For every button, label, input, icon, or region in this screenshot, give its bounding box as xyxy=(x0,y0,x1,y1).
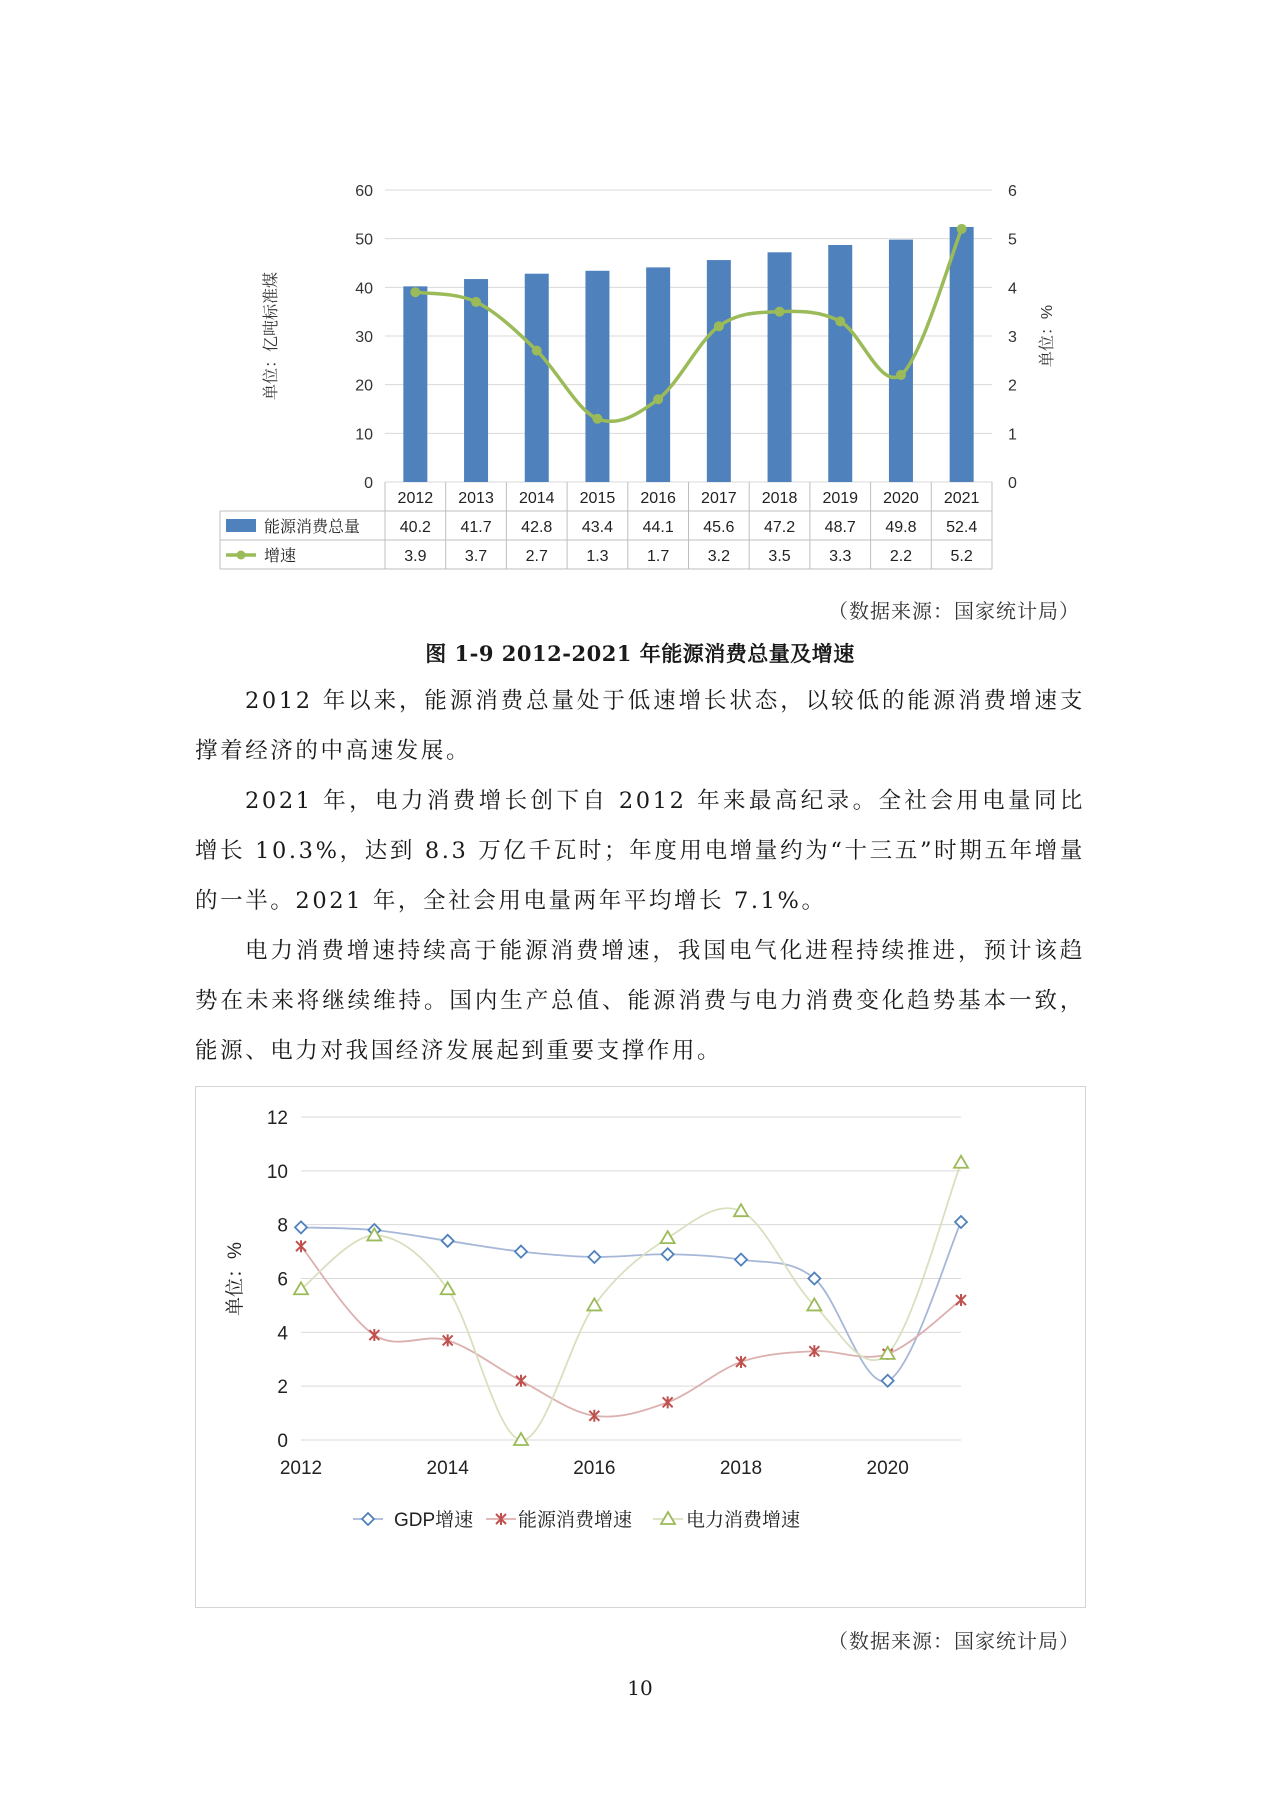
legend-label: 能源消费增速 xyxy=(518,1510,633,1531)
bar xyxy=(828,245,852,482)
y-tick-label: 6 xyxy=(277,1269,288,1291)
y2-tick-label: 3 xyxy=(1008,329,1017,346)
table-value: 45.6 xyxy=(703,519,735,536)
legend-key-bar xyxy=(226,519,256,532)
x-tick-label: 2019 xyxy=(822,490,859,507)
triangle-marker xyxy=(661,1512,675,1524)
series-line xyxy=(301,1222,961,1381)
diamond-marker xyxy=(735,1254,747,1266)
x-tick-label: 2015 xyxy=(579,490,616,507)
growth-point xyxy=(714,321,724,331)
y-tick-label: 0 xyxy=(364,475,373,492)
x-marker xyxy=(663,1396,673,1408)
x-marker xyxy=(516,1375,526,1387)
x-marker xyxy=(296,1240,306,1252)
figure-caption: 图 1-9 2012-2021 年能源消费总量及增速 xyxy=(425,641,855,666)
table-value: 5.2 xyxy=(950,548,973,565)
bar xyxy=(950,227,974,482)
x-tick-label: 2018 xyxy=(761,490,798,507)
bar xyxy=(768,252,792,482)
table-value: 44.1 xyxy=(642,519,674,536)
y2-axis-title: 单位：% xyxy=(1039,304,1056,368)
y-tick-label: 8 xyxy=(277,1215,288,1237)
bar xyxy=(646,267,670,482)
paragraph-2: 2021 年，电力消费增长创下自 2012 年来最高纪录。全社会用电量同比增长 10.3%，达到 8.3 万亿千瓦时；年度用电增量约为“十三五”时期五年增量的一半。2021 年，全社会用电量两年平均增长 7.1%。 xyxy=(195,788,1085,914)
x-tick-label: 2020 xyxy=(883,490,919,507)
diamond-marker xyxy=(588,1251,600,1263)
data-source-note-2: （数据来源：国家统计局） xyxy=(828,1629,1080,1653)
y-axis-title: 单位：亿吨标准煤 xyxy=(263,271,280,401)
x-tick-label: 2012 xyxy=(397,490,434,507)
growth-line xyxy=(415,229,961,421)
table-value: 40.2 xyxy=(399,519,431,536)
bar xyxy=(707,260,731,482)
growth-point xyxy=(896,370,906,380)
bar xyxy=(464,279,488,482)
y-tick-label: 30 xyxy=(355,329,373,346)
growth-point xyxy=(592,414,602,424)
growth-point xyxy=(775,307,785,317)
energy-consumption-chart xyxy=(200,170,1080,580)
paragraph-1: 2012 年以来，能源消费总量处于低速增长状态，以较低的能源消费增速支撑着经济的中高速发展。 xyxy=(195,688,1085,764)
triangle-marker xyxy=(661,1231,675,1243)
x-tick-label: 2016 xyxy=(573,1458,616,1479)
growth-rate-chart-frame xyxy=(195,1086,1086,1608)
legend-label: 增速 xyxy=(264,548,297,565)
diamond-marker xyxy=(362,1513,374,1525)
y2-tick-label: 6 xyxy=(1008,183,1017,200)
y-tick-label: 60 xyxy=(355,183,373,200)
growth-point xyxy=(653,394,663,404)
y-tick-label: 20 xyxy=(355,377,373,395)
y-tick-label: 50 xyxy=(355,231,373,249)
table-value: 3.5 xyxy=(768,548,791,565)
table-value: 43.4 xyxy=(581,519,614,536)
y-axis-title: 单位：% xyxy=(225,1242,246,1316)
x-marker xyxy=(956,1294,966,1306)
table-value: 42.8 xyxy=(521,519,553,536)
table-value: 1.3 xyxy=(586,548,609,565)
y2-tick-label: 5 xyxy=(1008,231,1017,249)
y-tick-label: 4 xyxy=(277,1323,288,1345)
y-tick-label: 2 xyxy=(277,1377,288,1399)
x-marker xyxy=(369,1329,379,1341)
table-value: 48.7 xyxy=(824,519,856,536)
x-tick-label: 2012 xyxy=(279,1458,323,1479)
table-value: 41.7 xyxy=(460,519,492,536)
x-tick-label: 2021 xyxy=(943,490,980,507)
y-tick-label: 10 xyxy=(266,1161,288,1183)
table-value: 2.2 xyxy=(889,548,913,565)
legend-label: 能源消费总量 xyxy=(264,519,361,536)
bar xyxy=(889,240,913,482)
table-value: 49.8 xyxy=(885,519,917,536)
diamond-marker xyxy=(955,1216,967,1228)
growth-point xyxy=(957,224,967,234)
x-tick-label: 2014 xyxy=(426,1458,469,1479)
y2-tick-label: 4 xyxy=(1008,280,1017,298)
y2-tick-label: 0 xyxy=(1008,475,1017,492)
y2-tick-label: 2 xyxy=(1008,377,1017,395)
triangle-marker xyxy=(954,1156,968,1168)
legend-key-marker xyxy=(237,551,246,560)
x-marker xyxy=(736,1356,746,1368)
paragraph-3: 电力消费增速持续高于能源消费增速，我国电气化进程持续推进，预计该趋势在未来将继续维持。国内生产总值、能源消费与电力消费变化趋势基本一致，能源、电力对我国经济发展起到重要支撑作用。 xyxy=(195,938,1085,1064)
table-value: 3.2 xyxy=(707,548,730,565)
table-value: 2.7 xyxy=(525,548,548,565)
x-tick-label: 2018 xyxy=(719,1458,763,1479)
y-tick-label: 0 xyxy=(277,1431,288,1452)
x-tick-label: 2016 xyxy=(640,490,676,507)
bar xyxy=(525,274,549,482)
y-tick-label: 12 xyxy=(266,1108,288,1129)
table-value: 47.2 xyxy=(763,519,796,536)
diamond-marker xyxy=(515,1246,527,1258)
x-tick-label: 2017 xyxy=(701,490,737,507)
table-value: 52.4 xyxy=(946,519,978,536)
diamond-marker xyxy=(295,1221,307,1233)
data-source-note-1: （数据来源：国家统计局） xyxy=(828,599,1080,623)
table-value: 3.3 xyxy=(829,548,852,565)
table-value: 3.9 xyxy=(404,548,427,565)
table-value: 3.7 xyxy=(464,548,488,565)
y-tick-label: 40 xyxy=(355,280,373,298)
growth-point xyxy=(835,316,845,326)
legend-label: GDP增速 xyxy=(394,1510,474,1531)
x-tick-label: 2014 xyxy=(518,490,555,507)
growth-rate-chart xyxy=(196,1087,1085,1607)
table-value: 1.7 xyxy=(647,548,670,565)
diamond-marker xyxy=(882,1375,894,1387)
x-tick-label: 2013 xyxy=(458,490,494,507)
diamond-marker xyxy=(662,1248,674,1260)
x-tick-label: 2020 xyxy=(866,1458,909,1479)
growth-point xyxy=(532,346,542,356)
y-tick-label: 10 xyxy=(355,426,373,444)
series-line xyxy=(301,1163,961,1440)
growth-point xyxy=(410,287,420,297)
y2-tick-label: 1 xyxy=(1008,426,1017,444)
bar xyxy=(585,271,609,482)
legend-label: 电力消费增速 xyxy=(686,1510,801,1531)
series-line xyxy=(301,1246,961,1416)
bar xyxy=(403,286,427,482)
diamond-marker xyxy=(442,1235,454,1247)
page-number: 10 xyxy=(627,1676,653,1700)
growth-point xyxy=(471,297,481,307)
